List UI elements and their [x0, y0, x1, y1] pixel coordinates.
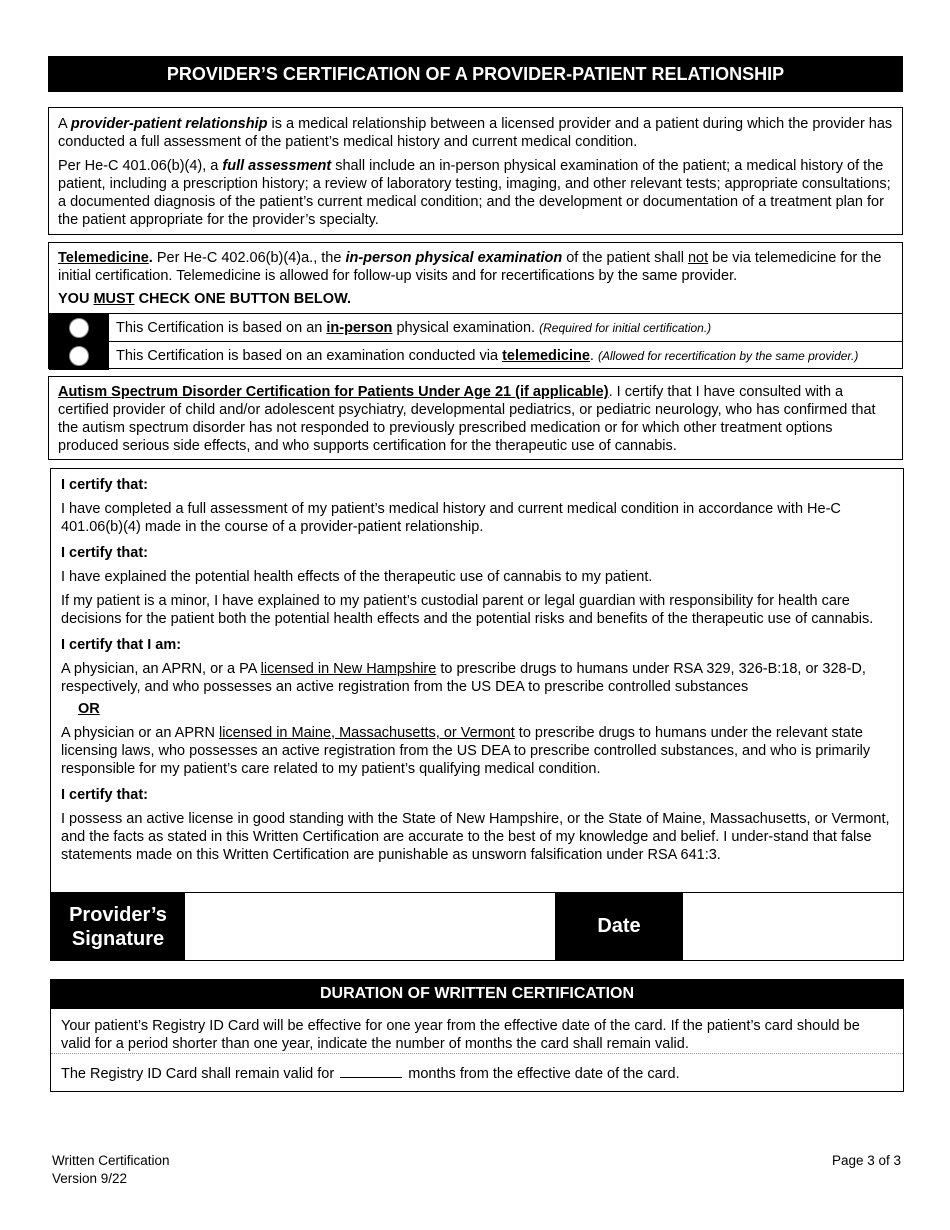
autism-paragraph: [58, 383, 893, 455]
date-label: Date: [555, 893, 683, 960]
text: Provider’s: [69, 903, 167, 926]
term-in-person-exam: in-person physical examination: [345, 250, 563, 266]
text: to prescribe drugs to humans under RSA 329, 326-B:18, or 328-D, respectively, and who possesses an active registration from the US DEA to prescribe controlled substances: [61, 661, 866, 695]
not-emphasis: not: [687, 250, 709, 266]
option-in-person-label: [109, 320, 711, 336]
text: A physician, an APRN, or a PA: [61, 661, 261, 677]
page-number: Page 3 of 3: [831, 1153, 901, 1168]
licensed-other-states: licensed in Maine, Massachusetts, or Vermont: [218, 725, 515, 741]
text: A physician or an APRN: [61, 725, 219, 741]
certify-text-nh: [61, 660, 893, 696]
certify-text: I have explained the potential health effects of the therapeutic use of cannabis to my patient.: [61, 569, 653, 585]
licensed-nh: licensed in New Hampshire: [260, 661, 437, 677]
text: .: [589, 348, 598, 364]
telemedicine-radio[interactable]: [69, 346, 89, 366]
text: is a medical relationship between a licensed provider and a patient during which the provider has conducted a full assessment of the patient’s medical history and current medical condition.: [58, 116, 893, 150]
must-check-instruction: [58, 290, 893, 308]
signature-label: [51, 893, 185, 960]
telemedicine-emphasis: telemedicine: [502, 348, 590, 364]
page-title: PROVIDER’S CERTIFICATION OF A PROVIDER-PATIENT RELATIONSHIP: [48, 56, 903, 92]
text: YOU: [58, 291, 94, 307]
duration-title: DURATION OF WRITTEN CERTIFICATION: [50, 979, 904, 1009]
text: physical examination.: [392, 320, 540, 336]
duration-text: Your patient’s Registry ID Card will be effective for one year from the effective date of the card. If the patient’s card should be valid for a period shorter than one year, indicate the number of months the card shall remain valid.: [61, 1018, 860, 1052]
certify-heading: I certify that:: [61, 545, 149, 561]
text: to prescribe drugs to humans under the relevant state licensing laws, who possesses an active registration from the US DEA to prescribe controlled substances, and who is primarily responsible for my patient’s care related to my patient’s qualifying medical condition.: [61, 725, 871, 777]
text: Signature: [71, 927, 165, 950]
text: This Certification is based on an: [116, 320, 327, 336]
option-note: (Required for initial certification.): [539, 321, 712, 335]
option-in-person[interactable]: [49, 313, 902, 342]
term-full-assessment: full assessment: [222, 158, 332, 174]
text: A: [58, 116, 71, 132]
certify-heading: I certify that:: [61, 477, 149, 493]
telemedicine-section: [48, 242, 903, 369]
certify-heading: I certify that:: [61, 787, 149, 803]
term-provider-patient-relationship: provider-patient relationship: [70, 116, 268, 132]
duration-section: [50, 1009, 904, 1092]
option-note: (Allowed for recertification by the same provider.): [597, 349, 859, 363]
text: CHECK ONE BUTTON BELOW.: [134, 291, 351, 307]
definition-paragraph-2: [58, 157, 893, 229]
must-emphasis: MUST: [93, 291, 135, 307]
date-field[interactable]: [683, 893, 903, 960]
duration-line: [61, 1064, 893, 1083]
certify-text: If my patient is a minor, I have explained to my patient’s custodial parent or legal guardian with responsibility for health care decisions for the patient both the potential health effects and the potential risks and benefits of the therapeutic use of cannabis.: [61, 593, 874, 627]
certify-text-other-states: [61, 724, 893, 778]
text: be via telemedicine for the initial certification. Telemedicine is allowed for follow-up visits and for recertifications by the same provider.: [58, 250, 882, 284]
text: of the patient shall: [562, 250, 688, 266]
form-name: Written Certification: [52, 1153, 170, 1168]
text: shall include an in-person physical examination of the patient; a medical history of the patient, including a prescription history; a review of laboratory testing, imaging, and other relevant tests; appropriate consultations; a documented diagnosis of the patient’s current medical condition; and the development or documentation of a treatment plan for the patient appropriate for the provider’s specialty.: [58, 158, 891, 228]
certification-statements: [50, 468, 904, 893]
in-person-emphasis: in-person: [326, 320, 393, 336]
signature-field[interactable]: [185, 893, 555, 960]
radio-cell: [49, 342, 109, 370]
option-telemedicine-label: [109, 348, 858, 364]
footer-left: [52, 1152, 170, 1188]
in-person-radio[interactable]: [69, 318, 89, 338]
radio-cell: [49, 314, 109, 342]
text: months from the effective date of the card.: [408, 1066, 680, 1082]
or-separator: OR: [78, 701, 100, 717]
signature-row: [50, 892, 904, 961]
certify-text: I possess an active license in good standing with the State of New Hampshire, or the State of Maine, Massachusetts, or Vermont, and the facts as stated in this Written Certification are accurate to the best of my knowledge and belief. I under-stand that false statements made on this Written Certification are punishable as unsworn falsification under RSA 641:3.: [61, 811, 890, 863]
certify-heading: I certify that I am:: [61, 637, 182, 653]
text: This Certification is based on an examination conducted via: [116, 348, 503, 364]
text: The Registry ID Card shall remain valid for: [61, 1066, 335, 1082]
option-telemedicine[interactable]: [49, 341, 902, 370]
text: Per He-C 401.06(b)(4), a: [58, 158, 223, 174]
autism-heading: Autism Spectrum Disorder Certification for Patients Under Age 21 (if applicable): [58, 384, 609, 400]
definition-section: [48, 107, 903, 235]
certify-text: I have completed a full assessment of my patient’s medical history and current medical condition in accordance with He-C 401.06(b)(4) made in the course of a provider-patient relationship.: [61, 501, 841, 535]
text: . I certify that I have consulted with a certified provider of child and/or adolescent psychiatry, developmental pediatrics, or pediatric neurology, who has confirmed that the autism spectrum disorder has not responded to previously prescribed medication or for which other treatment options produced serious side effects, and who supports certification for the therapeutic use of cannabis.: [58, 384, 876, 454]
months-field[interactable]: [340, 1064, 402, 1078]
autism-section: [48, 376, 903, 460]
telemedicine-heading: Telemedicine: [58, 250, 149, 266]
telemedicine-paragraph: Telemedicine. Per He-C 402.06(b)(4)a., the in-person physical examination of the patient shall not be via telemedicine for the initial certification. Telemedicine is allowed for follow-up visits and for recertifications by the same provider.: [58, 250, 882, 284]
definition-paragraph-1: [58, 115, 893, 151]
form-version: Version 9/22: [52, 1171, 128, 1186]
